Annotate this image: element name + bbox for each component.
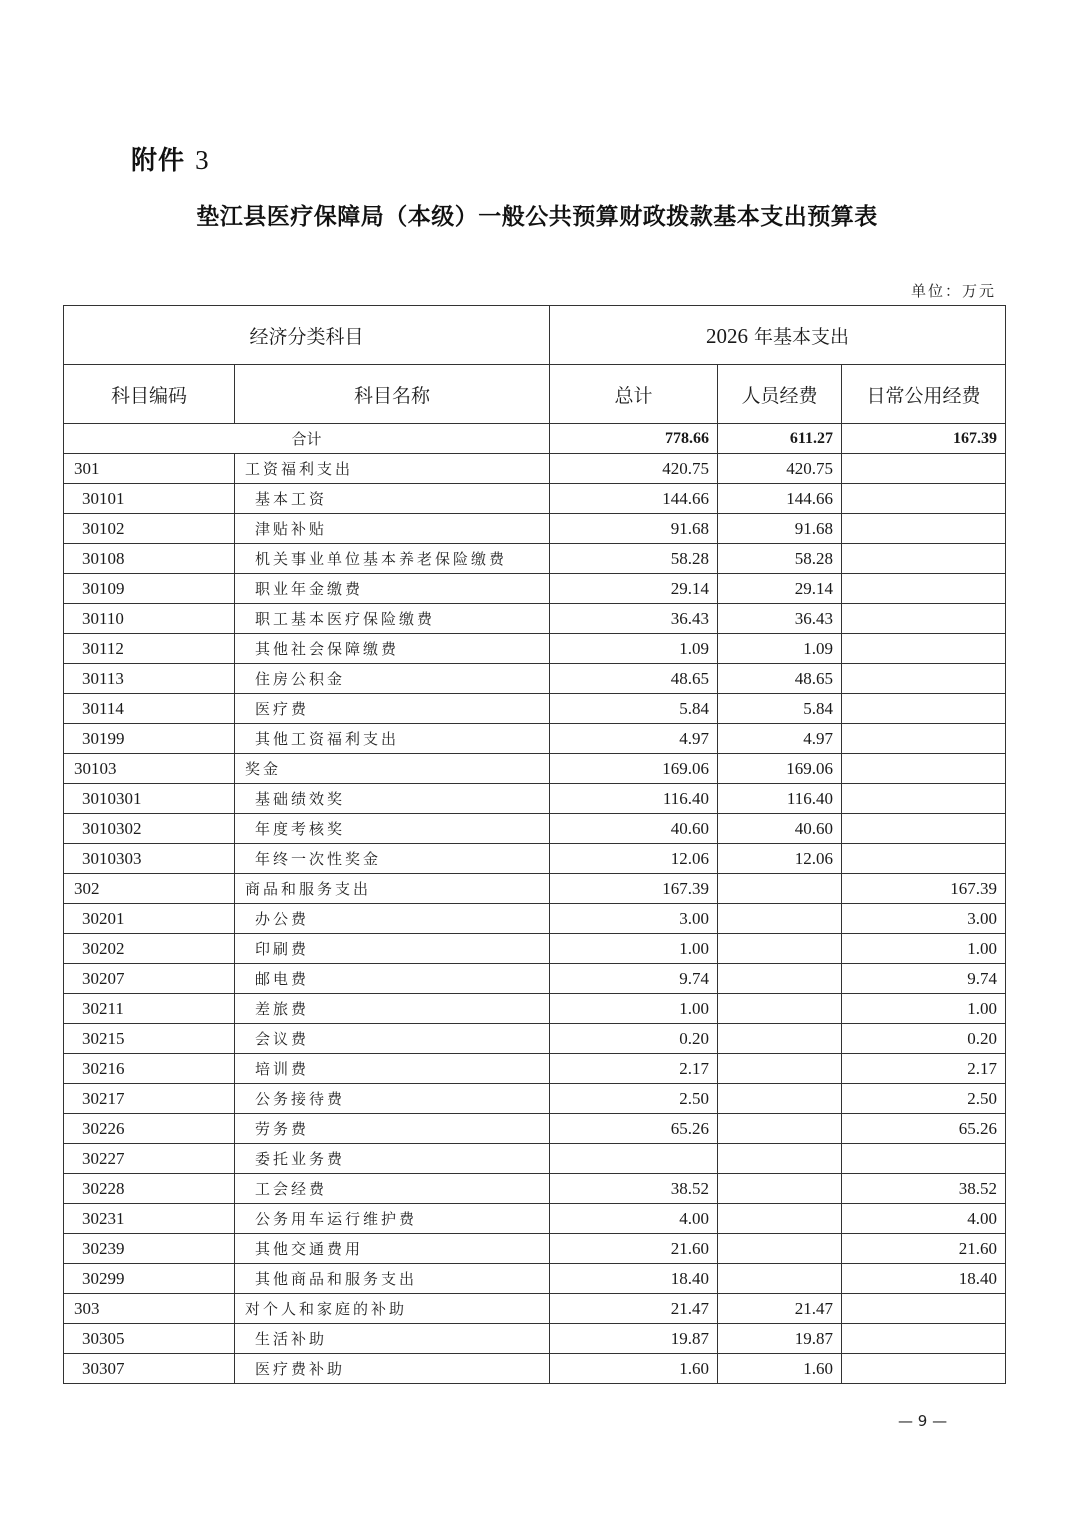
row-public bbox=[842, 814, 1006, 844]
row-total: 1.00 bbox=[550, 994, 718, 1024]
column-header-public: 日常公用经费 bbox=[842, 365, 1006, 424]
table-row bbox=[64, 814, 1006, 844]
row-public bbox=[842, 844, 1006, 874]
row-public bbox=[842, 1324, 1006, 1354]
row-name: 商品和服务支出 bbox=[235, 874, 550, 904]
row-personnel: 1.09 bbox=[718, 634, 842, 664]
row-personnel bbox=[718, 1234, 842, 1264]
row-name: 职工基本医疗保险缴费 bbox=[235, 604, 550, 634]
row-personnel: 29.14 bbox=[718, 574, 842, 604]
row-total: 40.60 bbox=[550, 814, 718, 844]
row-total: 2.17 bbox=[550, 1054, 718, 1084]
total-personnel: 611.27 bbox=[718, 424, 842, 454]
row-total: 1.60 bbox=[550, 1354, 718, 1384]
row-code: 302 bbox=[64, 874, 235, 904]
header-classification: 经济分类科目 bbox=[64, 306, 550, 365]
row-personnel: 5.84 bbox=[718, 694, 842, 724]
table-row bbox=[64, 724, 1006, 754]
total-label: 合计 bbox=[64, 424, 550, 454]
row-public: 2.50 bbox=[842, 1084, 1006, 1114]
row-name: 对个人和家庭的补助 bbox=[235, 1294, 550, 1324]
row-name: 年度考核奖 bbox=[235, 814, 550, 844]
row-name: 邮电费 bbox=[235, 964, 550, 994]
row-code: 30305 bbox=[64, 1324, 235, 1354]
attachment-number: 3 bbox=[195, 145, 210, 175]
row-personnel bbox=[718, 934, 842, 964]
row-name: 会议费 bbox=[235, 1024, 550, 1054]
row-public bbox=[842, 754, 1006, 784]
row-public: 1.00 bbox=[842, 994, 1006, 1024]
row-name: 劳务费 bbox=[235, 1114, 550, 1144]
row-personnel: 12.06 bbox=[718, 844, 842, 874]
row-total: 12.06 bbox=[550, 844, 718, 874]
row-code: 30102 bbox=[64, 514, 235, 544]
table-row bbox=[64, 604, 1006, 634]
row-personnel bbox=[718, 1084, 842, 1114]
row-personnel bbox=[718, 1264, 842, 1294]
row-public bbox=[842, 1354, 1006, 1384]
row-name: 其他社会保障缴费 bbox=[235, 634, 550, 664]
table-row bbox=[64, 634, 1006, 664]
row-public: 4.00 bbox=[842, 1204, 1006, 1234]
row-name: 基本工资 bbox=[235, 484, 550, 514]
row-code: 30103 bbox=[64, 754, 235, 784]
row-code: 30207 bbox=[64, 964, 235, 994]
column-header-personnel: 人员经费 bbox=[718, 365, 842, 424]
row-personnel: 144.66 bbox=[718, 484, 842, 514]
row-public: 21.60 bbox=[842, 1234, 1006, 1264]
row-name: 医疗费补助 bbox=[235, 1354, 550, 1384]
row-name: 其他交通费用 bbox=[235, 1234, 550, 1264]
row-personnel bbox=[718, 1054, 842, 1084]
table-row bbox=[64, 454, 1006, 484]
row-public bbox=[842, 664, 1006, 694]
row-name: 其他工资福利支出 bbox=[235, 724, 550, 754]
row-total: 116.40 bbox=[550, 784, 718, 814]
row-public: 9.74 bbox=[842, 964, 1006, 994]
table-row bbox=[64, 1234, 1006, 1264]
row-total bbox=[550, 1144, 718, 1174]
unit-label: 单位：万元 bbox=[910, 282, 996, 300]
table-row bbox=[64, 994, 1006, 1024]
table-row bbox=[64, 664, 1006, 694]
table-row bbox=[64, 874, 1006, 904]
row-total: 58.28 bbox=[550, 544, 718, 574]
table-row bbox=[64, 484, 1006, 514]
total-row bbox=[64, 424, 1006, 454]
page-number: — 9 — bbox=[898, 1412, 948, 1430]
row-name: 年终一次性奖金 bbox=[235, 844, 550, 874]
row-public bbox=[842, 1294, 1006, 1324]
row-personnel: 48.65 bbox=[718, 664, 842, 694]
row-name: 公务接待费 bbox=[235, 1084, 550, 1114]
row-code: 30215 bbox=[64, 1024, 235, 1054]
table-row bbox=[64, 694, 1006, 724]
row-code: 30239 bbox=[64, 1234, 235, 1264]
table-row bbox=[64, 934, 1006, 964]
header-year-expenditure bbox=[550, 306, 1006, 365]
row-total: 36.43 bbox=[550, 604, 718, 634]
attachment-label bbox=[131, 140, 210, 177]
row-total: 9.74 bbox=[550, 964, 718, 994]
row-code: 30101 bbox=[64, 484, 235, 514]
row-name: 委托业务费 bbox=[235, 1144, 550, 1174]
row-public bbox=[842, 574, 1006, 604]
row-total: 48.65 bbox=[550, 664, 718, 694]
row-public bbox=[842, 484, 1006, 514]
row-name: 奖金 bbox=[235, 754, 550, 784]
header-year-suffix: 年基本支出 bbox=[747, 325, 850, 348]
table-row bbox=[64, 754, 1006, 784]
row-code: 301 bbox=[64, 454, 235, 484]
row-name: 工资福利支出 bbox=[235, 454, 550, 484]
row-total: 29.14 bbox=[550, 574, 718, 604]
row-personnel: 1.60 bbox=[718, 1354, 842, 1384]
row-total: 18.40 bbox=[550, 1264, 718, 1294]
table-row bbox=[64, 784, 1006, 814]
document-title: 垫江县医疗保障局（本级）一般公共预算财政拨款基本支出预算表 bbox=[196, 203, 878, 230]
row-name: 住房公积金 bbox=[235, 664, 550, 694]
table-row bbox=[64, 1174, 1006, 1204]
column-header-name: 科目名称 bbox=[235, 365, 550, 424]
column-header-row bbox=[64, 365, 1006, 424]
total-public: 167.39 bbox=[842, 424, 1006, 454]
row-name: 工会经费 bbox=[235, 1174, 550, 1204]
row-name: 办公费 bbox=[235, 904, 550, 934]
row-personnel: 420.75 bbox=[718, 454, 842, 484]
row-code: 30226 bbox=[64, 1114, 235, 1144]
row-code: 30201 bbox=[64, 904, 235, 934]
row-name: 培训费 bbox=[235, 1054, 550, 1084]
row-public: 1.00 bbox=[842, 934, 1006, 964]
row-public bbox=[842, 514, 1006, 544]
table-row bbox=[64, 844, 1006, 874]
row-personnel: 91.68 bbox=[718, 514, 842, 544]
row-code: 30108 bbox=[64, 544, 235, 574]
table-row bbox=[64, 964, 1006, 994]
row-total: 21.60 bbox=[550, 1234, 718, 1264]
row-name: 津贴补贴 bbox=[235, 514, 550, 544]
table-row bbox=[64, 1084, 1006, 1114]
row-name: 医疗费 bbox=[235, 694, 550, 724]
row-code: 30112 bbox=[64, 634, 235, 664]
row-public: 38.52 bbox=[842, 1174, 1006, 1204]
row-personnel: 116.40 bbox=[718, 784, 842, 814]
row-total: 19.87 bbox=[550, 1324, 718, 1354]
row-total: 1.09 bbox=[550, 634, 718, 664]
row-public bbox=[842, 724, 1006, 754]
table-row bbox=[64, 1294, 1006, 1324]
row-total: 144.66 bbox=[550, 484, 718, 514]
row-code: 3010301 bbox=[64, 784, 235, 814]
table-row bbox=[64, 1054, 1006, 1084]
row-code: 30109 bbox=[64, 574, 235, 604]
table-row bbox=[64, 1144, 1006, 1174]
row-total: 2.50 bbox=[550, 1084, 718, 1114]
row-code: 30211 bbox=[64, 994, 235, 1024]
row-total: 1.00 bbox=[550, 934, 718, 964]
row-total: 169.06 bbox=[550, 754, 718, 784]
table-row bbox=[64, 544, 1006, 574]
row-personnel bbox=[718, 994, 842, 1024]
row-public bbox=[842, 1144, 1006, 1174]
row-personnel bbox=[718, 1024, 842, 1054]
row-public: 18.40 bbox=[842, 1264, 1006, 1294]
row-personnel bbox=[718, 964, 842, 994]
row-code: 30110 bbox=[64, 604, 235, 634]
row-code: 30216 bbox=[64, 1054, 235, 1084]
row-public bbox=[842, 604, 1006, 634]
row-name: 其他商品和服务支出 bbox=[235, 1264, 550, 1294]
row-total: 0.20 bbox=[550, 1024, 718, 1054]
row-total: 4.00 bbox=[550, 1204, 718, 1234]
table-row bbox=[64, 514, 1006, 544]
row-name: 基础绩效奖 bbox=[235, 784, 550, 814]
row-personnel: 4.97 bbox=[718, 724, 842, 754]
row-public: 2.17 bbox=[842, 1054, 1006, 1084]
table-row bbox=[64, 1324, 1006, 1354]
row-code: 3010302 bbox=[64, 814, 235, 844]
row-public bbox=[842, 784, 1006, 814]
row-code: 30227 bbox=[64, 1144, 235, 1174]
row-personnel bbox=[718, 904, 842, 934]
total-total: 778.66 bbox=[550, 424, 718, 454]
column-header-code: 科目编码 bbox=[64, 365, 235, 424]
row-public bbox=[842, 694, 1006, 724]
row-name: 职业年金缴费 bbox=[235, 574, 550, 604]
row-personnel bbox=[718, 1204, 842, 1234]
row-personnel bbox=[718, 1114, 842, 1144]
table-row bbox=[64, 1204, 1006, 1234]
row-public bbox=[842, 544, 1006, 574]
row-public bbox=[842, 634, 1006, 664]
row-personnel: 58.28 bbox=[718, 544, 842, 574]
row-personnel: 19.87 bbox=[718, 1324, 842, 1354]
table-row bbox=[64, 574, 1006, 604]
row-total: 3.00 bbox=[550, 904, 718, 934]
row-name: 生活补助 bbox=[235, 1324, 550, 1354]
row-public: 65.26 bbox=[842, 1114, 1006, 1144]
table-row bbox=[64, 1354, 1006, 1384]
row-total: 4.97 bbox=[550, 724, 718, 754]
header-group-row bbox=[64, 306, 1006, 365]
row-public: 167.39 bbox=[842, 874, 1006, 904]
row-code: 303 bbox=[64, 1294, 235, 1324]
table-row bbox=[64, 1024, 1006, 1054]
row-total: 21.47 bbox=[550, 1294, 718, 1324]
row-code: 30228 bbox=[64, 1174, 235, 1204]
row-personnel: 40.60 bbox=[718, 814, 842, 844]
row-personnel: 36.43 bbox=[718, 604, 842, 634]
row-code: 30299 bbox=[64, 1264, 235, 1294]
row-personnel bbox=[718, 1174, 842, 1204]
attachment-label-text: 附件 bbox=[131, 146, 186, 176]
row-personnel: 21.47 bbox=[718, 1294, 842, 1324]
row-code: 30217 bbox=[64, 1084, 235, 1114]
row-name: 公务用车运行维护费 bbox=[235, 1204, 550, 1234]
row-total: 65.26 bbox=[550, 1114, 718, 1144]
row-code: 30202 bbox=[64, 934, 235, 964]
column-header-total: 总计 bbox=[550, 365, 718, 424]
row-code: 30113 bbox=[64, 664, 235, 694]
row-total: 167.39 bbox=[550, 874, 718, 904]
row-code: 30307 bbox=[64, 1354, 235, 1384]
row-personnel: 169.06 bbox=[718, 754, 842, 784]
row-public bbox=[842, 454, 1006, 484]
row-personnel bbox=[718, 1144, 842, 1174]
row-total: 38.52 bbox=[550, 1174, 718, 1204]
row-name: 机关事业单位基本养老保险缴费 bbox=[235, 544, 550, 574]
row-personnel bbox=[718, 874, 842, 904]
table-row bbox=[64, 1264, 1006, 1294]
table-row bbox=[64, 904, 1006, 934]
row-total: 420.75 bbox=[550, 454, 718, 484]
row-code: 3010303 bbox=[64, 844, 235, 874]
row-total: 91.68 bbox=[550, 514, 718, 544]
row-public: 0.20 bbox=[842, 1024, 1006, 1054]
row-code: 30231 bbox=[64, 1204, 235, 1234]
row-total: 5.84 bbox=[550, 694, 718, 724]
budget-table bbox=[63, 305, 1006, 1384]
table-row bbox=[64, 1114, 1006, 1144]
header-year: 2026 bbox=[705, 323, 748, 348]
row-name: 差旅费 bbox=[235, 994, 550, 1024]
row-code: 30199 bbox=[64, 724, 235, 754]
row-code: 30114 bbox=[64, 694, 235, 724]
row-public: 3.00 bbox=[842, 904, 1006, 934]
row-name: 印刷费 bbox=[235, 934, 550, 964]
